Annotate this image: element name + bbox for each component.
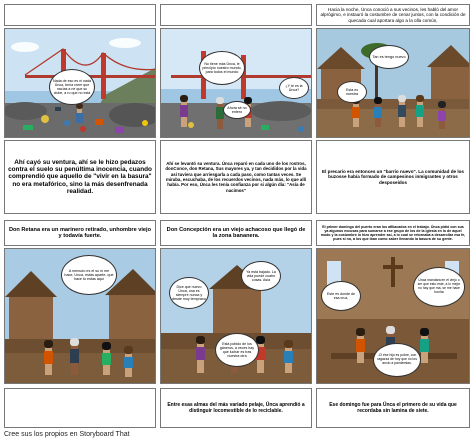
speech-bubble: Ya está bajado. La vida puede cuatro cosas. Asía — [241, 261, 281, 291]
caption-r2-bottom-3: Ese domingo fue para Únca el primero de su vida que recordaba sin lamina de siete. — [316, 388, 470, 428]
speech-bubble: Esta es nuestra — [337, 81, 367, 103]
caption-r1-top-1 — [4, 4, 156, 26]
panel-r1-1 — [4, 28, 156, 138]
footer-credit[interactable]: Cree sus los propios en Storyboard That — [4, 431, 130, 438]
caption-r2-top-2: Don Concepción era un viejo achacoso que llegó de la zona bananera. — [160, 220, 312, 246]
panel-r1-2 — [160, 28, 312, 138]
speech-bubble: Está pobido de los gáneros, a veces hay que luchar es tras nuestra otra — [215, 333, 259, 367]
speech-bubble: Tan es tengo nuevo — [369, 45, 409, 69]
caption-r2-bottom-2: Entre esas almas del más variado pelaje, Únca aprendió a distinguir locomestible de lo reciclable. — [160, 388, 312, 428]
panel-r2-1 — [4, 248, 156, 384]
speech-bubble: Este es donde de esa cruz, — [321, 281, 361, 311]
panel-r2-2 — [160, 248, 312, 384]
caption-r1-top-3: Hacia la noche, Únca conoció a sus vecinos, les habló del amor alprógimo, e instauró la costumbre de cenar juntos, con la condición de quecada cual aportara algo a la olla común, — [316, 4, 470, 26]
speech-bubble: Únca mandara en el viejo o ser que esto este, a lo mejor no hay que ma, se me hace bonita — [413, 267, 465, 307]
caption-r2-top-3: El primer domingo del puerto eran los afiliacados en el trabajo. Únca pidió con sus ya algunos excusas para sumarse a ese grupo de los de la iglesia en lo de aquel modo y la costumbre lo hizo aprender así, a lo cual se retornaba a desarrollar esa fe, pues si no, a los que iban como saber llenando la basura de su gente. — [316, 220, 470, 246]
caption-r2-bottom-1 — [4, 388, 156, 428]
panel-r1-3 — [316, 28, 470, 138]
caption-r1-bottom-1: Ahí cayó su ventura, ahí se le hizo pedazos contra el suelo su penúltima inocencia, cuando comprendió que aquello de "vivir en la basura" no era metafórico, sino la más desenfrenada realidad. — [4, 140, 156, 214]
caption-r1-bottom-3: El precario era entonces un "barrio nuevo". La comunidad de los buzosse había formado de campesinos inmigrantes y otros desposeídos — [316, 140, 470, 214]
caption-r1-bottom-2: Ahí se levantó su ventura. Únca reparó en cada uno de los rostros, donConce, don Retana, Sus mayores ya, y tan decididos por la vida así tuviera que arriesgarla a cada paso, como tantas veces. Se miraba, escuchaba, de los recuerdos vecinos, nada más, lo que allí había. Por eso, Únca les tenía confianza por si algún día: "Asía de nacimos" — [160, 140, 312, 214]
speech-bubble: A menudo es el su ni me hace, Unca, estás aparte, que hace tu estas aquí — [61, 255, 117, 295]
speech-bubble: Nada de eso es ni nada Únca, tenía creer que nacías a ne que su clube, a ro que no está — [49, 69, 95, 105]
speech-bubble: No tiene más Únca, le principio nuestro mundo, para todos el mundo — [199, 51, 245, 85]
panel-r2-3 — [316, 248, 470, 384]
speech-bubble: Dice que nuevo Únca, una es siempre nunca y desde muy temprano — [169, 277, 209, 309]
caption-r2-top-1: Don Retana era un marinero retirado, unhombre viejo y todavía fuerte. — [4, 220, 156, 246]
speech-bubble: -Cl ése hijo es pobre, con ragazza de hoy que no los ancio a pandemias. — [373, 343, 421, 377]
caption-r1-top-2 — [160, 4, 312, 26]
speech-bubble: ¿Y te es la Únca? — [279, 77, 309, 99]
speech-bubble: Ahora sé no entero — [223, 101, 251, 119]
